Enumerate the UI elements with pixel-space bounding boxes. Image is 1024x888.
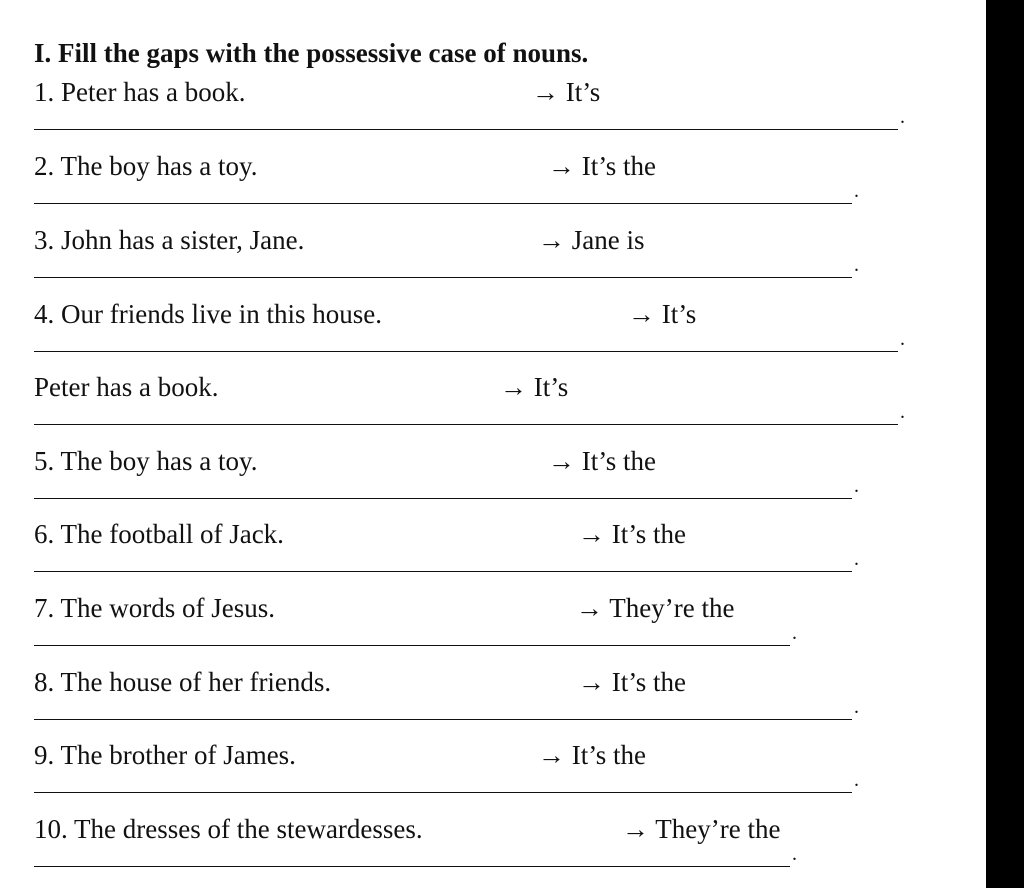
exercise-item-10 — [0, 812, 986, 886]
exercise-item-3 — [0, 223, 986, 297]
answer-blank-line[interactable] — [34, 203, 852, 204]
answer-blank-line[interactable] — [34, 719, 852, 720]
answer-prompt: → It’s the — [578, 667, 686, 697]
exercise-title: I. Fill the gaps with the possessive case of nouns. — [34, 38, 589, 68]
exercise-item-4 — [0, 297, 986, 371]
exercise-item-2 — [0, 149, 986, 223]
answer-prompt: → It’s the — [548, 446, 656, 476]
exercise-sentence: 2. The boy has a toy. — [34, 151, 258, 181]
sentence-end-dot: . — [854, 475, 859, 497]
sentence-end-dot: . — [900, 328, 905, 350]
sentence-end-dot: . — [854, 696, 859, 718]
answer-blank-line[interactable] — [34, 571, 852, 572]
sentence-end-dot: . — [900, 401, 905, 423]
answer-prompt: → They’re the — [576, 593, 735, 623]
exercise-sentence: 1. Peter has a book. — [34, 77, 246, 107]
sentence-end-dot: . — [900, 106, 905, 128]
exercise-item-1 — [0, 75, 986, 149]
exercise-sentence: 10. The dresses of the stewardesses. — [34, 814, 423, 844]
answer-blank-line[interactable] — [34, 498, 852, 499]
answer-prompt: → They’re the — [622, 814, 781, 844]
answer-blank-line[interactable] — [34, 645, 790, 646]
answer-prompt: → It’s — [532, 77, 601, 107]
exercise-sentence: 4. Our friends live in this house. — [34, 299, 382, 329]
answer-blank-line[interactable] — [34, 866, 790, 867]
page-edge-shadow — [986, 0, 1024, 888]
sentence-end-dot: . — [792, 622, 797, 644]
exercise-item-9 — [0, 738, 986, 812]
exercise-item-6 — [0, 517, 986, 591]
answer-prompt: → It’s — [628, 299, 697, 329]
exercise-sentence: 9. The brother of James. — [34, 740, 296, 770]
answer-prompt: → It’s the — [538, 740, 646, 770]
sentence-end-dot: . — [792, 843, 797, 865]
exercise-item-5 — [0, 444, 986, 518]
answer-blank-line[interactable] — [34, 277, 852, 278]
sentence-end-dot: . — [854, 254, 859, 276]
sentence-end-dot: . — [854, 769, 859, 791]
answer-prompt: → It’s the — [548, 151, 656, 181]
exercise-sentence: 7. The words of Jesus. — [34, 593, 275, 623]
sentence-end-dot: . — [854, 180, 859, 202]
answer-blank-line[interactable] — [34, 792, 852, 793]
answer-blank-line[interactable] — [34, 129, 898, 130]
answer-prompt: → It’s the — [578, 519, 686, 549]
exercise-sentence: Peter has a book. — [34, 372, 219, 402]
answer-prompt: → Jane is — [538, 225, 645, 255]
exercise-sentence: 5. The boy has a toy. — [34, 446, 258, 476]
exercise-item-7 — [0, 591, 986, 665]
exercise-sentence: 6. The football of Jack. — [34, 519, 284, 549]
exercise-sentence: 3. John has a sister, Jane. — [34, 225, 305, 255]
exercise-item-8 — [0, 665, 986, 739]
answer-blank-line[interactable] — [34, 424, 898, 425]
exercise-item-repeat — [0, 370, 986, 444]
answer-blank-line[interactable] — [34, 351, 898, 352]
sentence-end-dot: . — [854, 548, 859, 570]
exercise-sentence: 8. The house of her friends. — [34, 667, 332, 697]
answer-prompt: → It’s — [500, 372, 569, 402]
